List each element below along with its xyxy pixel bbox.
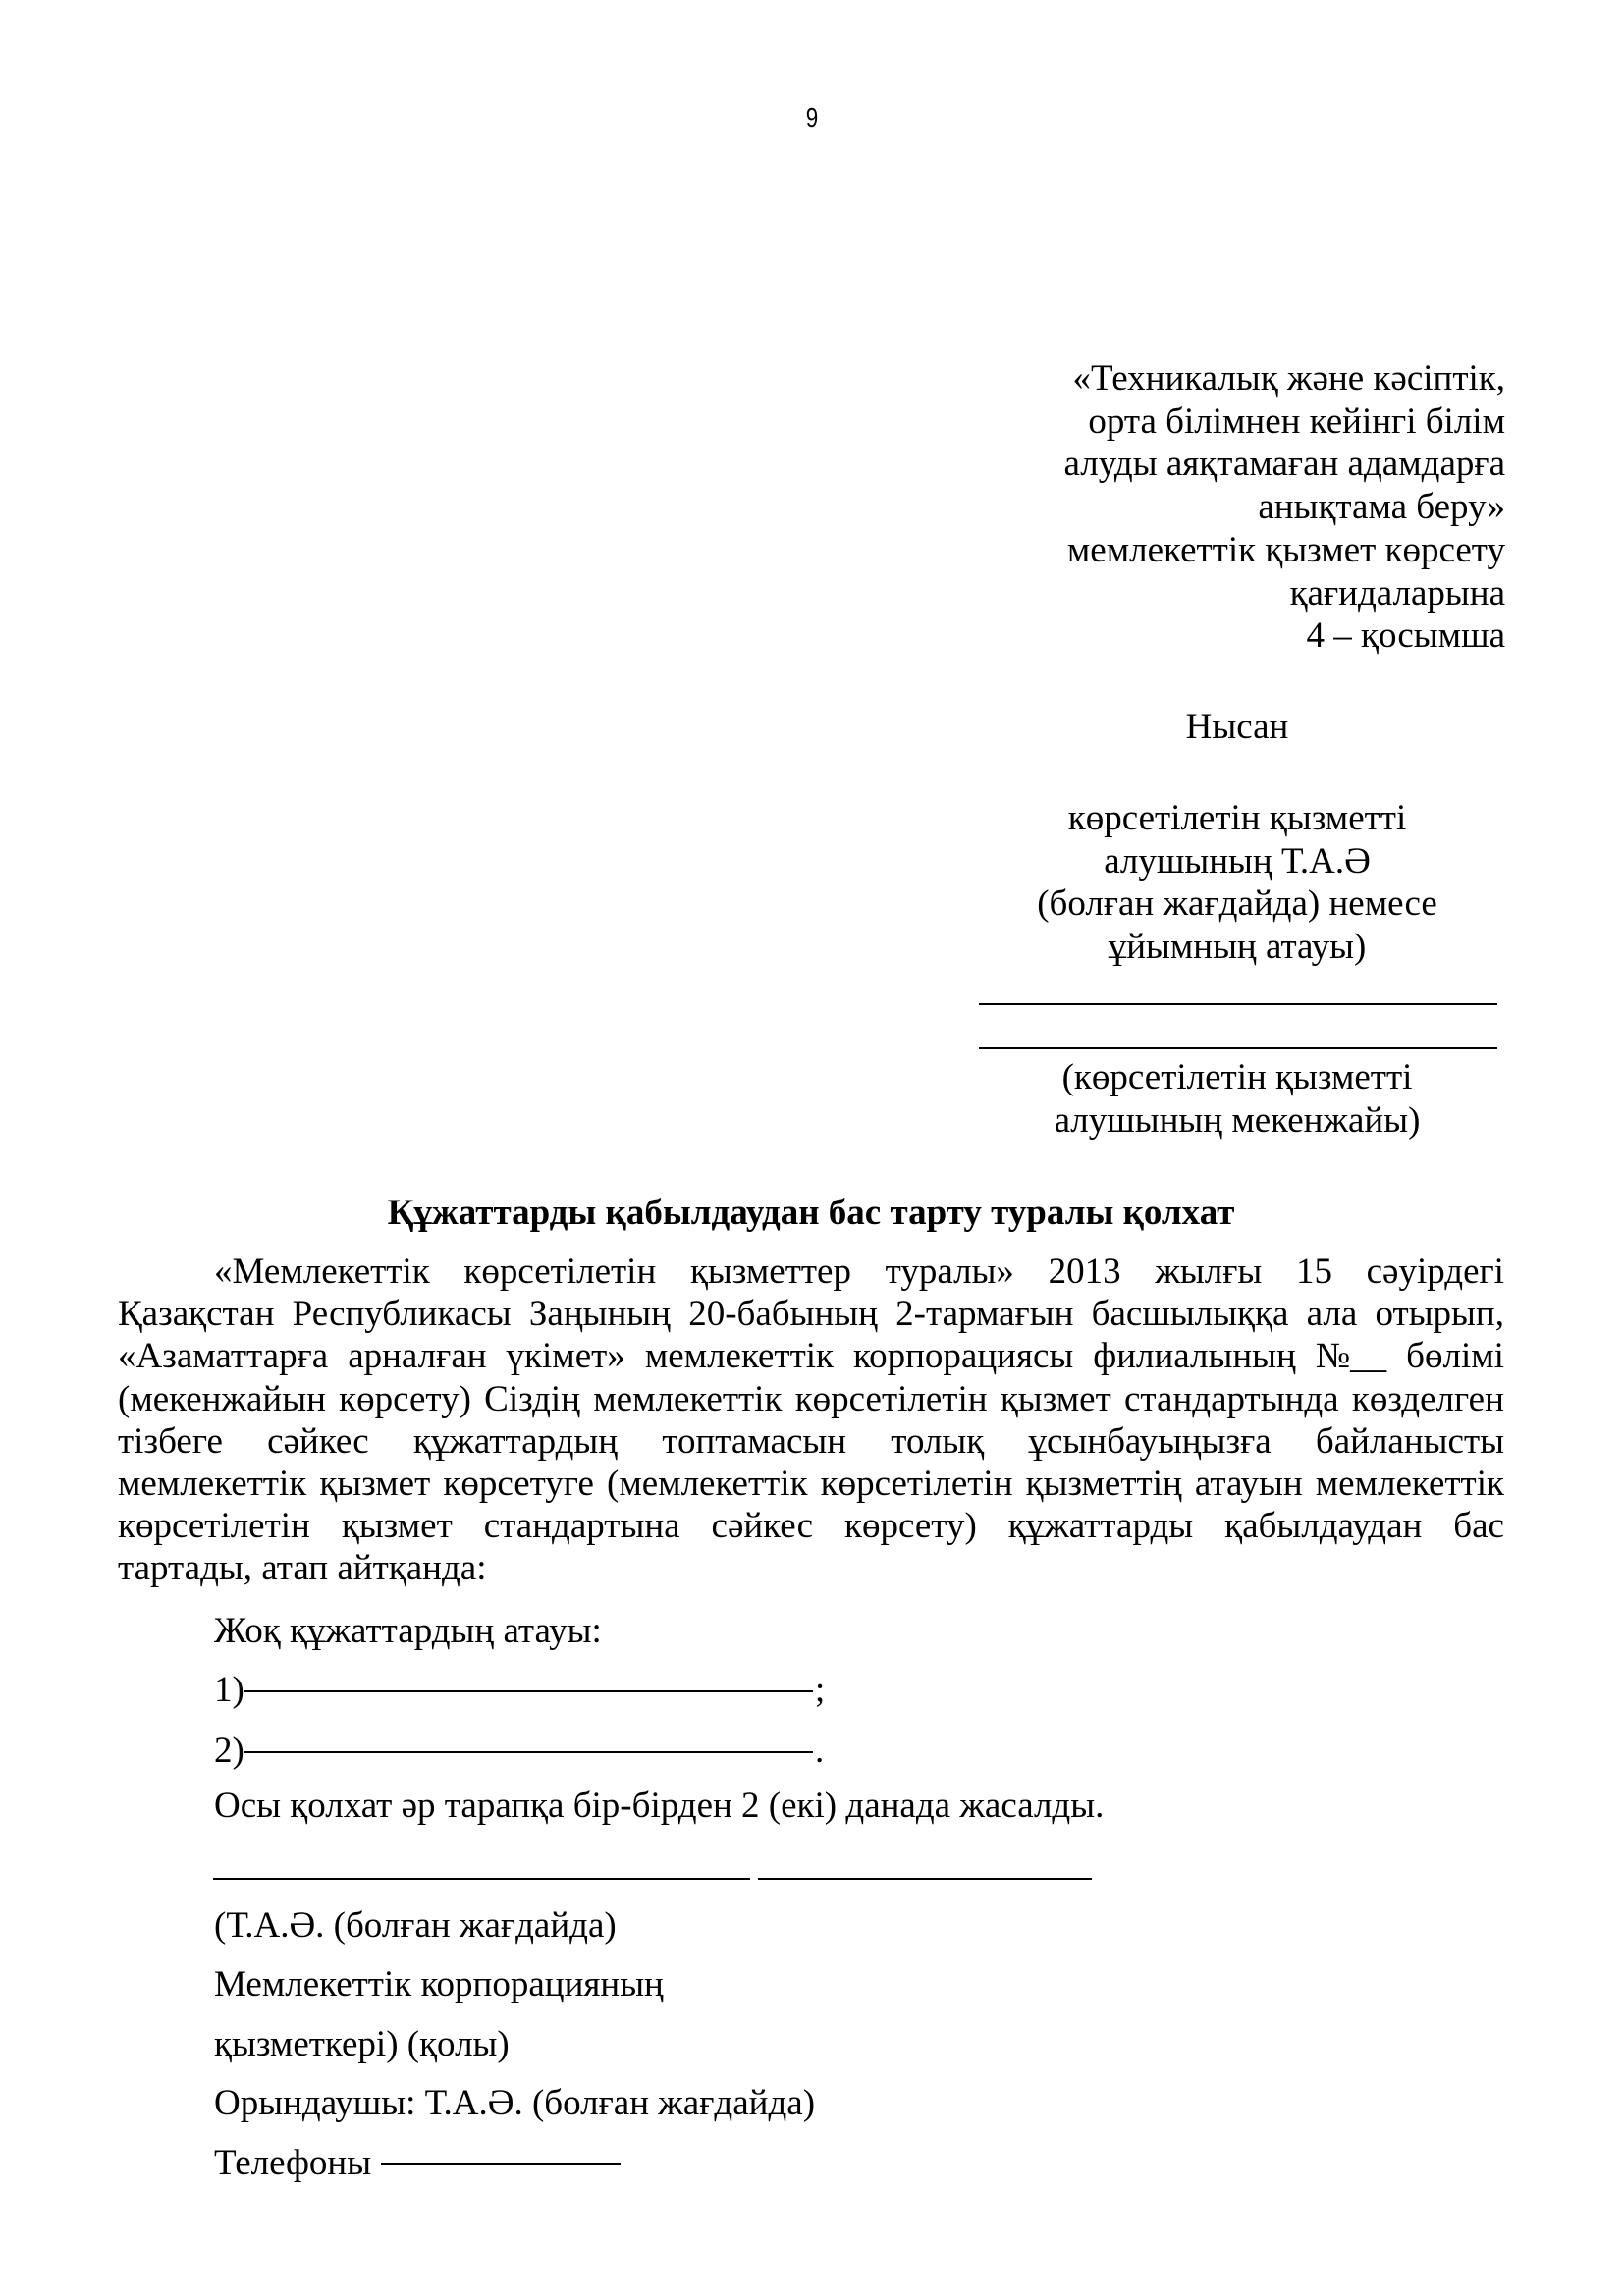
body-word: 2-тармағын bbox=[895, 1294, 1074, 1335]
missing-doc-item-1 bbox=[214, 1669, 842, 1712]
appendix-header-line: анықтама беру» bbox=[1258, 487, 1505, 528]
body-word: «Мемлекеттік bbox=[214, 1252, 430, 1292]
body-word: қызметтер bbox=[689, 1252, 851, 1292]
body-line bbox=[118, 1463, 1504, 1505]
item-number: 1) bbox=[214, 1670, 244, 1710]
body-word: Республикасы bbox=[292, 1294, 512, 1335]
body-word: ұсынбауыңызға bbox=[1028, 1420, 1272, 1462]
body-word: филиалының bbox=[1093, 1336, 1296, 1377]
body-word: мемлекеттік bbox=[118, 1464, 307, 1505]
body-word: (мемлекеттік bbox=[607, 1464, 808, 1505]
appendix-header-line: орта білімнен кейінгі білім bbox=[1088, 400, 1505, 442]
recipient-line: алушының Т.А.Ә bbox=[1104, 840, 1371, 881]
body-word: басшылыққа bbox=[1091, 1294, 1289, 1335]
body-word: көрсетілетін bbox=[118, 1506, 310, 1547]
form-label: Нысан bbox=[1185, 707, 1289, 747]
appendix-header-line: қағидаларына bbox=[1289, 572, 1505, 614]
body-word: бөлімі bbox=[1406, 1336, 1504, 1377]
body-word: корпорациясы bbox=[853, 1336, 1074, 1377]
body-word: Қазақстан bbox=[118, 1294, 275, 1335]
body-paragraph bbox=[118, 1251, 1504, 1590]
body-word: стандартында bbox=[1124, 1378, 1339, 1419]
appendix-header-line: алуды аяқтамаған адамдарға bbox=[1063, 444, 1505, 485]
executor-line: Орындаушы: Т.А.Ә. (болған жағдайда) bbox=[214, 2083, 816, 2123]
body-word: көрсетуге bbox=[443, 1464, 594, 1505]
missing-doc-1-field[interactable] bbox=[244, 1669, 813, 1692]
body-word: жылғы bbox=[1155, 1252, 1263, 1292]
body-word: көрсету) bbox=[843, 1506, 977, 1547]
body-word: мемлекеттік bbox=[644, 1336, 835, 1377]
body-word: 2013 bbox=[1048, 1252, 1121, 1292]
body-word: қызметтің bbox=[1025, 1464, 1182, 1505]
appendix-header-line: 4 – қосымша bbox=[1306, 615, 1505, 657]
item-terminator: ; bbox=[815, 1670, 826, 1710]
body-word: көрсетілетін bbox=[820, 1464, 1013, 1505]
item-number: 2) bbox=[214, 1731, 244, 1771]
recipient-line: ұйымның атауы) bbox=[1108, 927, 1367, 968]
phone-field[interactable] bbox=[381, 2142, 621, 2165]
body-word: №__ bbox=[1315, 1336, 1387, 1377]
body-word: көрсетілетін bbox=[794, 1378, 988, 1419]
body-word: (мекенжайын bbox=[118, 1378, 326, 1419]
body-word: Сіздің bbox=[484, 1378, 580, 1419]
body-word: үкімет» bbox=[506, 1336, 625, 1377]
body-word: сәйкес bbox=[711, 1506, 813, 1547]
employee-signature-field[interactable] bbox=[758, 1878, 1092, 1880]
body-word: құжаттарды bbox=[1007, 1506, 1194, 1547]
address-caption-line: (көрсетілетін қызметті bbox=[1061, 1057, 1413, 1097]
body-word: «Азаматтарға bbox=[118, 1336, 329, 1377]
body-word: 20-бабының bbox=[688, 1294, 878, 1335]
page-number: 9 bbox=[805, 102, 819, 133]
body-line bbox=[118, 1505, 1504, 1547]
missing-docs-label: Жоқ құжаттардың атауы: bbox=[214, 1611, 602, 1651]
body-word: көрсету) bbox=[339, 1378, 471, 1419]
body-line bbox=[118, 1335, 1504, 1377]
signature-caption-line: Мемлекеттік корпорацияның bbox=[214, 1964, 664, 2004]
recipient-name-field[interactable] bbox=[979, 1003, 1497, 1005]
address-caption-line: алушының мекенжайы) bbox=[1054, 1099, 1421, 1141]
body-word: арналған bbox=[348, 1336, 487, 1377]
body-line bbox=[118, 1420, 1504, 1463]
appendix-header bbox=[1064, 357, 1505, 658]
body-word: туралы» bbox=[885, 1252, 1014, 1292]
body-line bbox=[118, 1293, 1504, 1335]
phone-label: Телефоны bbox=[214, 2143, 372, 2183]
body-word: көзделген bbox=[1351, 1378, 1504, 1419]
body-word: қызмет bbox=[319, 1464, 431, 1505]
body-word: тізбеге bbox=[118, 1420, 223, 1462]
body-line bbox=[118, 1378, 1504, 1420]
signature-caption-line: (Т.А.Ә. (болған жағдайда) bbox=[214, 1905, 617, 1946]
recipient-line: (болған жағдайда) немесе bbox=[1037, 883, 1437, 925]
appendix-header-line: «Техникалық және кәсіптік, bbox=[1072, 358, 1505, 399]
body-word: байланысты bbox=[1315, 1420, 1504, 1462]
recipient-block bbox=[982, 797, 1492, 969]
body-word: қызмет bbox=[1000, 1378, 1111, 1419]
body-word: 15 bbox=[1295, 1252, 1332, 1292]
body-word: Заңының bbox=[528, 1294, 671, 1335]
recipient-address-field[interactable] bbox=[979, 1047, 1497, 1049]
body-word: құжаттардың bbox=[412, 1420, 619, 1462]
body-word: сәуірдегі bbox=[1366, 1252, 1504, 1292]
body-word: мемлекеттік bbox=[593, 1378, 783, 1419]
document-title: Құжаттарды қабылдаудан бас тарту туралы қолхат bbox=[387, 1193, 1235, 1233]
signature-caption-line: қызметкері) (қолы) bbox=[214, 2024, 510, 2064]
recipient-line: көрсетілетін қызметті bbox=[1067, 798, 1407, 838]
body-word: толық bbox=[891, 1420, 985, 1462]
missing-doc-item-2 bbox=[214, 1730, 842, 1773]
body-word: көрсетілетін bbox=[463, 1252, 657, 1292]
body-word: қабылдаудан bbox=[1224, 1506, 1423, 1547]
body-word: тартады, атап айтқанда: bbox=[118, 1548, 487, 1589]
body-word: стандартына bbox=[483, 1506, 680, 1547]
body-line bbox=[118, 1251, 1504, 1293]
body-word: бас bbox=[1453, 1506, 1504, 1547]
body-word: отырып, bbox=[1375, 1294, 1504, 1335]
item-terminator: . bbox=[815, 1731, 825, 1771]
body-word: қызмет bbox=[341, 1506, 453, 1547]
body-word: мемлекеттік bbox=[1315, 1464, 1504, 1505]
body-word: топтамасын bbox=[662, 1420, 847, 1462]
address-caption bbox=[982, 1056, 1492, 1142]
missing-doc-2-field[interactable] bbox=[244, 1730, 813, 1753]
phone-row bbox=[214, 2142, 666, 2185]
body-word: атауын bbox=[1194, 1464, 1303, 1505]
appendix-header-line: мемлекеттік қызмет көрсету bbox=[1066, 529, 1505, 570]
body-word: ала bbox=[1306, 1294, 1358, 1335]
employee-name-field[interactable] bbox=[213, 1878, 750, 1880]
body-line bbox=[118, 1547, 1504, 1589]
copies-note: Осы қолхат әр тарапқа бір-бірден 2 (екі) данада жасалды. bbox=[214, 1786, 1105, 1826]
body-word: сәйкес bbox=[267, 1420, 369, 1462]
